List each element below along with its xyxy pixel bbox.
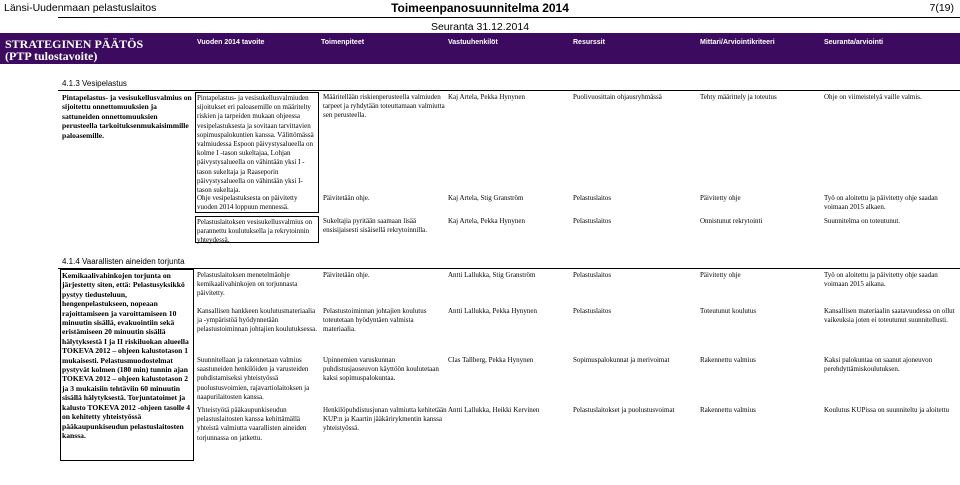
follow-up-date: Seuranta 31.12.2014 [430, 21, 530, 33]
action-cell: Henkilöpuhdistusjunan valmiutta kehitetään KUP:n ja Kaartin jääkärirykmentin kanssa yhteistyössä. [323, 406, 447, 433]
resources-cell: Pelastuslaitos [573, 194, 612, 202]
followup-cell: Kansallisen materiaalin saatavuudessa on ollut vaikeuksia joten ei toteutunut suunnitellusti. [824, 307, 955, 325]
responsible-cell: Kaj Artela, Pekka Hynynen [448, 217, 525, 225]
header-divider [58, 17, 960, 18]
target-cell: Pintapelastus- ja vesisukellusvalmiuden sijoitukset eri paloasemille on määritelty riskien ja tarpeiden mukaan ohjeessa vesipelastuksesta ja sovitaan tarvittavien sopimuspalokuntien kanssa. Välittömässä valmiudessa Espoon päivystysalueella on kolme I -tason sukeltajaa, Lohjan päivystysalueella on vähintään yksi I -tason sukeltaja ja Raaseporin päivystysalueella on vähintään yksi I-tason sukeltaja. [195, 92, 319, 213]
responsible-cell: Antti Lallukka, Heikki Kervinen [448, 406, 540, 414]
resources-cell: Puolivuosittain ohjausryhmässä [573, 93, 662, 101]
responsible-cell: Clas Tallberg, Pekka Hynynen [448, 356, 534, 364]
column-header-resources: Resurssit [573, 39, 605, 46]
metric-cell: Toteutunut koulutus [700, 307, 757, 315]
action-cell: Määritellään riskienperusteella valmiuden tarpeet ja ryhdytään toteuttamaan valmiutta sen perusteella. [323, 93, 445, 120]
column-header-bar [0, 33, 960, 64]
responsible-cell: Kaj Artela, Stig Granström [448, 194, 524, 202]
resources-cell: Pelastuslaitos [573, 271, 612, 279]
page-number: 7(19) [929, 2, 954, 14]
metric-cell: Päivitetty ohje [700, 271, 741, 279]
action-cell: Päivitetään ohje. [323, 271, 370, 279]
action-cell: Päivitetään ohje. [323, 194, 370, 202]
column-header-actions: Toimenpiteet [321, 39, 365, 46]
section-title-hazardous-materials: 4.1.4 Vaarallisten aineiden torjunta [62, 257, 185, 266]
action-cell: Upinnemien varuskunnan puhdistusjaoseuvon käyttöön koulutetaan kaksi sopimuspalokuntaa. [323, 356, 439, 383]
column-header-metric: Mittari/Arviointikriteeri [700, 39, 775, 46]
resources-cell: Sopimuspalokunnat ja merivoimat [573, 356, 670, 364]
target-cell: Pelastuslaitoksen vesisukellusvalmius on parannettu koulutuksella ja rekrytoinnin yhteydessä. [195, 216, 319, 243]
followup-cell: Koulutus KUPissa on suunniteltu ja aloitettu [824, 406, 950, 414]
action-cell: Sukeltajia pyritään saamaan lisää ensisijaisesti sisäisellä rekrytoinnilla. [323, 217, 428, 235]
strategic-decision-title: STRATEGINEN PÄÄTÖS (PTP tulostavoite) [5, 37, 144, 63]
section-title-water-rescue: 4.1.3 Vesipelastus [62, 79, 127, 88]
followup-cell: Suunnitelma on toteutunut. [824, 217, 901, 225]
target-cell: Kansallisen hankkeen koulutusmateriaalia ja -ympäristöä hyödynnetään pelastustoiminnan johtajien koulutuksessa. [197, 307, 317, 334]
strategic-goal: Pintapelastus- ja vesisukellusvalmius on sijoitettu onnettomuuksien ja sattuneiden onnettomuuksien perusteella tarkoituksenmukaisimmille paloasemille. [62, 93, 192, 140]
followup-cell: Työ on aloitettu ja päivitetty ohje saadan voimaan 2015 alkaen. [824, 194, 938, 212]
document-title: Toimeenpanosuunnitelma 2014 [391, 1, 569, 15]
column-header-goal: Vuoden 2014 tavoite [197, 39, 265, 46]
responsible-cell: Antti Lallukka, Pekka Hynynen [448, 307, 538, 315]
metric-cell: Tehty määrittely ja toteutus [700, 93, 777, 101]
section-divider [58, 90, 960, 91]
followup-cell: Ohje on viimeistelyä vaille valmis. [824, 93, 922, 101]
metric-cell: Päivitetty ohje [700, 194, 741, 202]
action-cell: Pelastustoiminnan johtajien koulutus toteutetaan hyödyntäen valmista materiaalia. [323, 307, 427, 334]
metric-cell: Rakennettu valmius [700, 406, 756, 414]
followup-cell: Työ on aloitettu ja päivitetty ohje saadan voimaan 2015 aikana. [824, 271, 938, 289]
resources-cell: Pelastuslaitos [573, 217, 612, 225]
metric-cell: Onnistunut rekrytointi [700, 217, 763, 225]
resources-cell: Pelastuslaitos [573, 307, 612, 315]
target-cell: Pelastuslaitoksen menetelmäohje kemikaalivahinkojen on torjunnasta päivitetty. [197, 271, 298, 298]
metric-cell: Rakennettu valmius [700, 356, 756, 364]
column-header-responsible: Vastuuhenkilöt [448, 39, 498, 46]
resources-cell: Pelastuslaitokset ja puolustusvoimat [573, 406, 675, 414]
target-cell: Suunnitellaan ja rakennetaan valmius saastuneiden henkilöiden ja varusteiden puhdistamiseksi yhteistyössä puolustusvoimien, rajavartiolaitoksen ja naapurilaitosten kanssa. [197, 356, 310, 401]
responsible-cell: Kaj Artela, Pekka Hynynen [448, 93, 525, 101]
responsible-cell: Antti Lallukka, Stig Granström [448, 271, 536, 279]
target-cell: Yhteistyötä pääkaupunkiseudun pelastuslaitosten kanssa kehittämällä yhteistä valmiutta vaarallisten aineiden torjunnassa on jatkettu. [197, 406, 307, 442]
column-header-followup: Seuranta/arviointi [824, 39, 884, 46]
strategic-goal: Kemikaalivahinkojen torjunta on järjestetty siten, että: Pelastusyksikkö pystyy tiedusteluun, hengenpelastukseen, nopeaan rajoittamiseen ja varoittamiseen 10 minuutin sisällä, evakuointiin sekä eristämiseen 20 minuutin sisällä hälytyksestä I ja II riskiluokan alueella TOKEVA 2012 – ohjeen kalustotason 1 mukaisesti. Pelastusmuodostelmat pystyvät kolmen (180 min) tunnin ajan TOKEVA 2012 – ohjeen kalustotason 2 ja 3 mukaisiin tehtäviin 60 minuutin sisällä hälytyksestä. Torjuntatoimet ja kalusto TOKEVA 2012 -ohjeen tasolle 4 on kehitetty yhteistyössä pääkaupunkiseudun pelastuslaitosten kanssa. [60, 269, 194, 461]
organization-name: Länsi-Uudenmaan pelastuslaitos [4, 2, 157, 14]
target-cell: Ohje vesipelastuksesta on päivitetty vuoden 2014 loppuun mennessä. [195, 193, 319, 213]
followup-cell: Kaksi palokuntaa on saanut ajoneuvon perehdyttämiskoulutuksen. [824, 356, 933, 374]
